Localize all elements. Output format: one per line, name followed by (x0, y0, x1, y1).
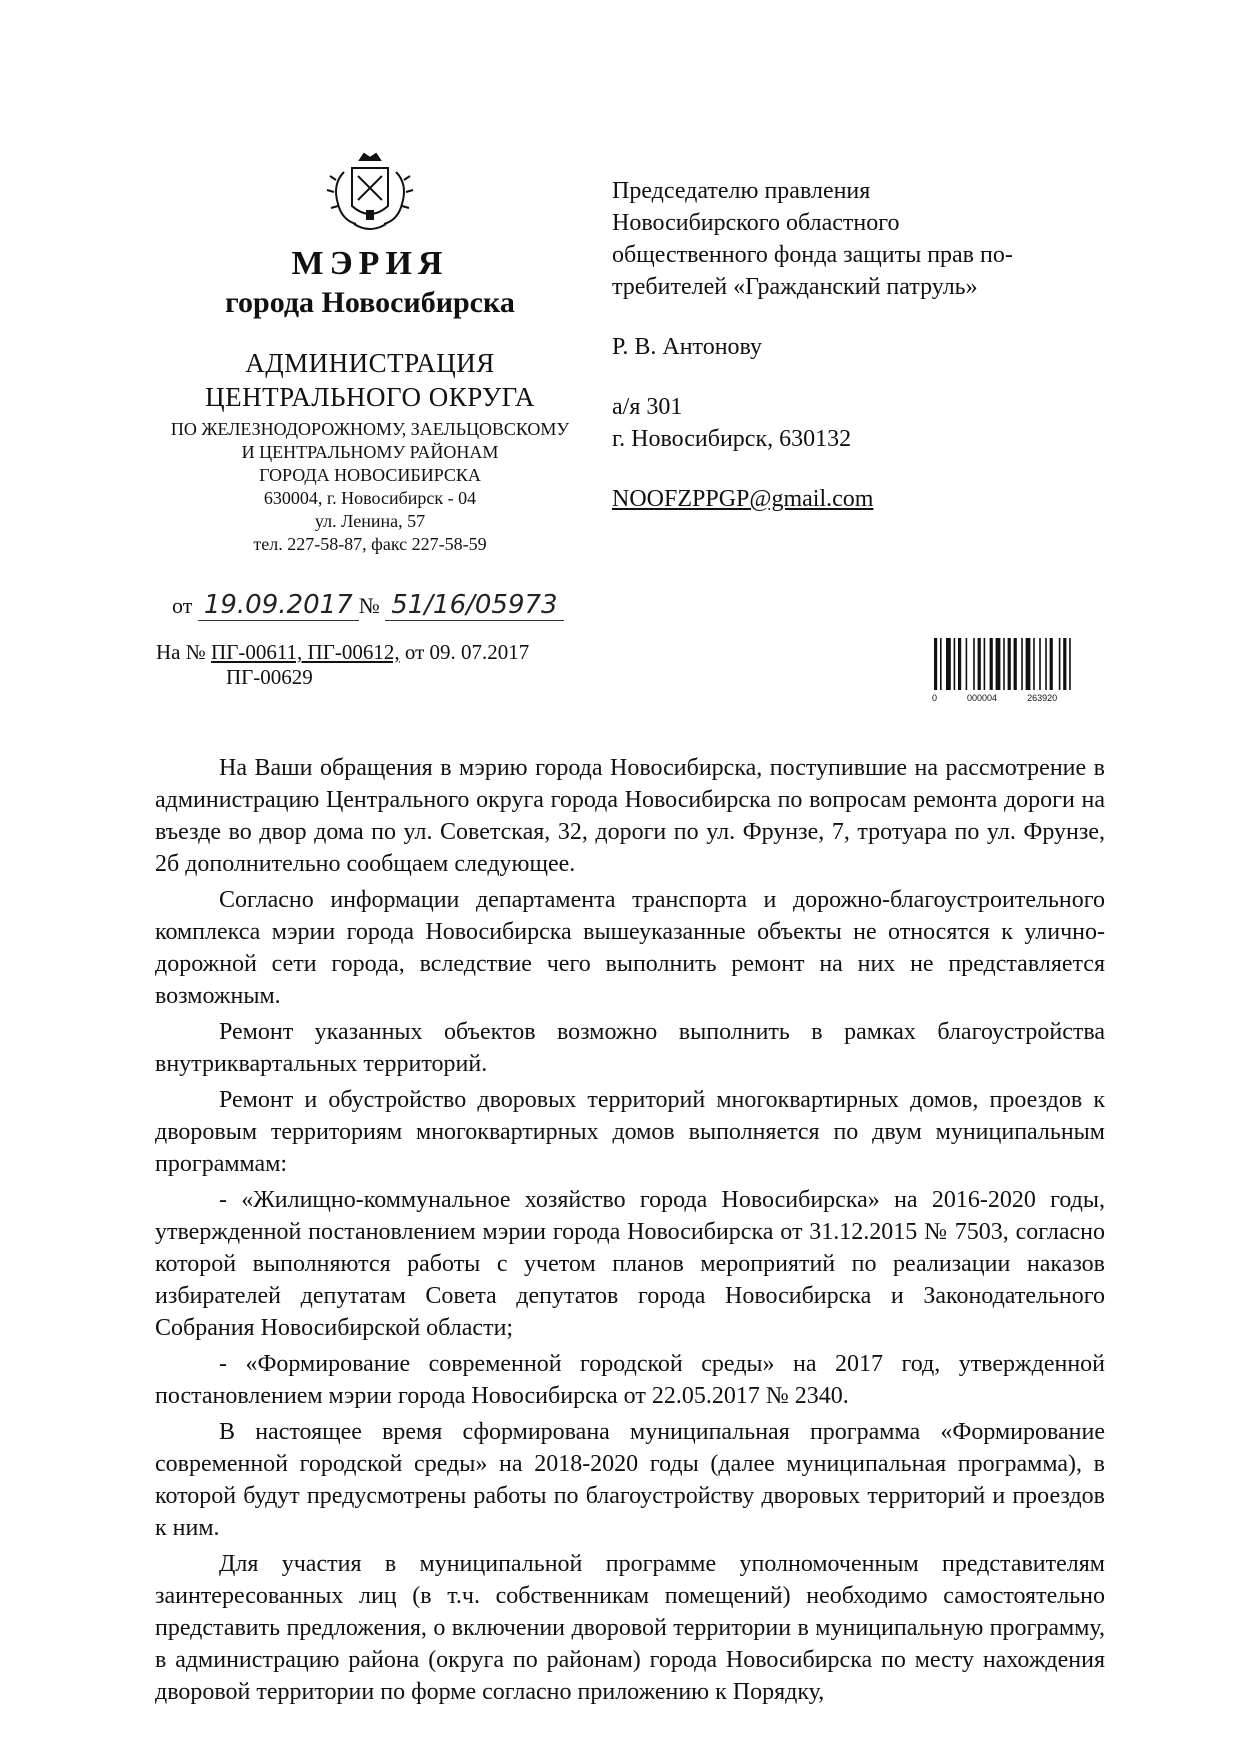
barcode-bar (958, 638, 961, 690)
barcode-bar (1008, 638, 1011, 690)
admin-line-1: АДМИНИСТРАЦИЯ (245, 348, 495, 378)
registration-number: 51/16/05973 (385, 590, 563, 621)
body-list-item: - «Жилищно-коммунальное хозяйство города Новосибирска» на 2016-2020 годы, утвержденной постановлением мэрии города Новосибирска от 31.12.2015 № 7503, согласно которой выполняются работы с учетом планов мероприятий по реализации наказов избирателей депутатам Совета депутатов города Новосибирска и Законодательного Собрания Новосибирской области; (155, 1187, 1105, 1341)
barcode-bar (1033, 638, 1035, 690)
addressee-block (612, 175, 1112, 515)
admin-postal: 630004, г. Новосибирск - 04 (263, 488, 477, 508)
barcode-bar (1021, 638, 1023, 690)
reference-date: от 09. 07.2017 (404, 640, 530, 664)
barcode-bar (978, 638, 981, 690)
letter-body (155, 752, 1105, 1712)
barcode-bar (1059, 638, 1061, 690)
from-label: от (172, 593, 193, 618)
barcode-bar (934, 638, 937, 690)
admin-sub-line-1: ПО ЖЕЛЕЗНОДОРОЖНОМУ, ЗАЕЛЬЦОВСКОМУ (170, 419, 570, 439)
body-paragraph: На Ваши обращения в мэрию города Новосибирска, поступившие на рассмотрение в администрацию Центрального округа города Новосибирска по вопросам ремонта дороги на въезде во двор дома по ул. Советская, 32, дороги по ул. Фрунзе, 7, тротуара по ул. Фрунзе, 2б дополнительно сообщаем следующее. (155, 755, 1105, 877)
barcode-bar (1026, 638, 1031, 690)
barcode-bar (1069, 638, 1071, 690)
barcode-bar (1003, 638, 1005, 690)
addressee-name: Р. В. Антонову (612, 334, 763, 360)
barcode-digit-mid: 000004 (967, 693, 998, 703)
barcode-bar (1014, 638, 1017, 690)
barcode-bar (1050, 638, 1053, 690)
addressee-line-4: требителей «Гражданский патруль» (612, 274, 978, 300)
barcode-bar (990, 638, 993, 690)
addressee-line-2: Новосибирского областного (612, 210, 900, 236)
body-list-item: - «Формирование современной городской среды» на 2017 год, утвержденной постановлением мэрии города Новосибирска от 22.05.2017 № 2340. (155, 1351, 1105, 1409)
admin-phones: тел. 227-58-87, факс 227-58-59 (253, 534, 487, 554)
barcode-digit-right: 263920 (1027, 693, 1058, 703)
barcode-bar (946, 638, 951, 690)
meria-city: города Новосибирска (225, 286, 515, 319)
body-paragraph: В настоящее время сформирована муниципальная программа «Формирование современной городской среды» на 2018-2020 годы (далее муниципальная программа), в которой будут предусмотрены работы по благоустройству дворовых территорий и проездов к ним. (155, 1419, 1105, 1541)
reference-label: На № (156, 640, 206, 664)
meria-title: МЭРИЯ (291, 245, 449, 282)
reference-numbers: ПГ-00611, ПГ-00612, (211, 640, 400, 664)
barcode-bar (966, 638, 968, 690)
barcode-bars (932, 638, 1102, 692)
barcode-bar (996, 638, 1001, 690)
admin-sub-line-3: ГОРОДА НОВОСИБИРСКА (259, 465, 481, 485)
body-paragraph: Для участия в муниципальной программе уполномоченным представителям заинтересованных лиц (в т.ч. собственникам помещений) необходимо самостоятельно представить предложения, о включении дворовой территории в муниципальную программу, в администрацию района (округа по районам) города Новосибирска по месту нахождения дворовой территории по форме согласно приложению к Порядку, (155, 1551, 1105, 1705)
barcode-bar (940, 638, 942, 690)
barcode-bar (954, 638, 956, 690)
body-paragraph: Ремонт и обустройство дворовых территорий многоквартирных домов, проездов к дворовым территориям многоквартирных домов выполняется по двум муниципальным программам: (155, 1087, 1105, 1177)
barcode (932, 638, 1102, 706)
addressee-city: г. Новосибирск, 630132 (612, 426, 852, 452)
barcode-digit-left: 0 (932, 693, 938, 703)
admin-line-2: ЦЕНТРАЛЬНОГО ОКРУГА (205, 382, 535, 412)
registration-date: 19.09.2017 (198, 590, 359, 621)
sender-header (150, 150, 590, 556)
body-paragraph: Ремонт указанных объектов возможно выполнить в рамках благоустройства внутриквартальных территорий. (155, 1019, 1105, 1077)
addressee-box: а/я 301 (612, 394, 683, 420)
addressee-email: NOOFZPPGP@gmail.com (612, 486, 874, 512)
barcode-bar (1039, 638, 1041, 690)
barcode-bar (984, 638, 986, 690)
reference-number-2: ПГ-00629 (226, 665, 313, 689)
number-label: № (358, 593, 380, 618)
admin-sub-line-2: И ЦЕНТРАЛЬНОМУ РАЙОНАМ (241, 442, 499, 462)
city-emblem-icon (322, 150, 418, 240)
barcode-bar (1045, 638, 1047, 690)
addressee-line-3: общественного фонда защиты прав по- (612, 242, 1013, 268)
reference-block (156, 640, 529, 690)
barcode-bar (1063, 638, 1066, 690)
barcode-digits (932, 693, 1102, 703)
barcode-bar (973, 638, 975, 690)
body-paragraph: Согласно информации департамента транспорта и дорожно-благоустроительного комплекса мэрии города Новосибирска вышеуказанные объекты не относятся к улично-дорожной сети города, вследствие чего выполнить ремонт на них не представляется возможным. (155, 887, 1105, 1009)
addressee-line-1: Председателю правления (612, 178, 871, 204)
reference-line-1 (156, 640, 529, 665)
registration-line (172, 590, 564, 621)
admin-street: ул. Ленина, 57 (314, 511, 426, 531)
